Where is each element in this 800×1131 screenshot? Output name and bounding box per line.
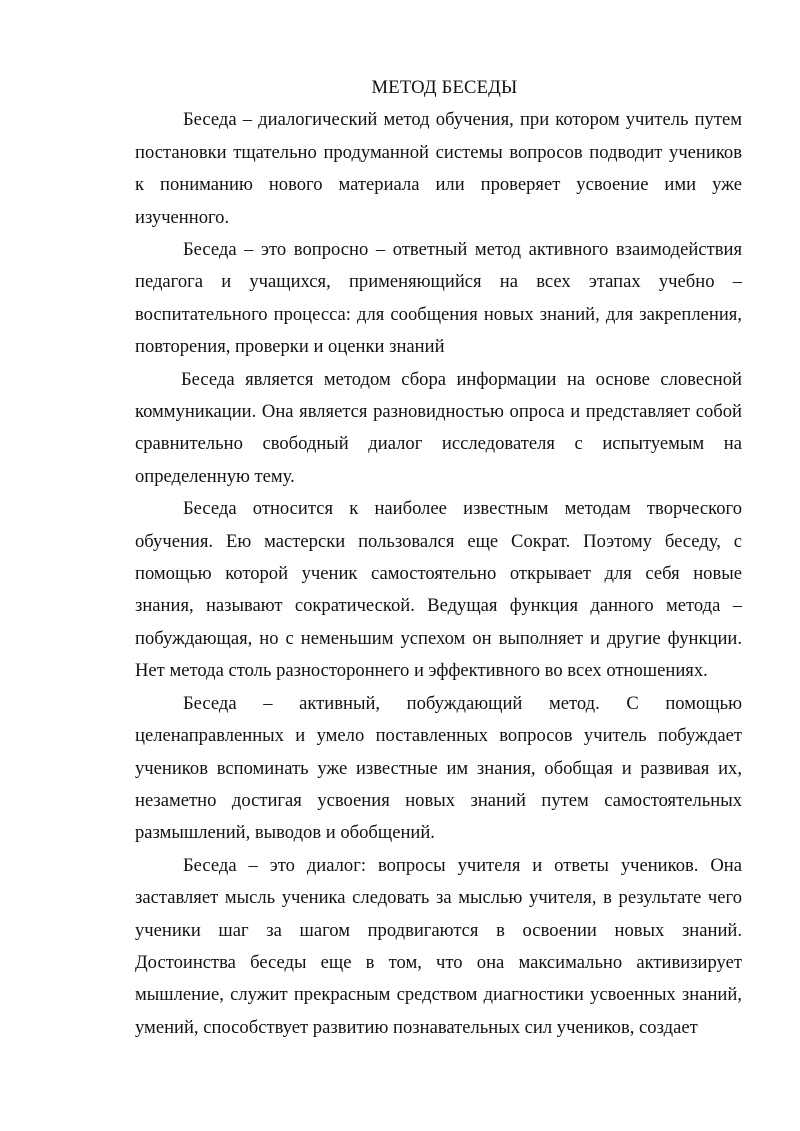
document-body <box>135 72 742 1044</box>
paragraph-definition: Беседа – диалогический метод обучения, при котором учитель путем постановки тщательно продуманной системы вопросов подводит учеников к пониманию нового материала или проверяет усвоение ими уже изученного. <box>135 109 742 228</box>
paragraph-information-gathering: Беседа является методом сбора информации на основе словесной коммуникации. Она является разновидностью опроса и представляет собой сравнительно свободный диалог исследователя с испытуемым на определенную тему. <box>135 368 742 487</box>
paragraph-socratic: Беседа относится к наиболее известным методам творческого обучения. Ею мастерски пользовался еще Сократ. Поэтому беседу, с помощью которой ученик самостоятельно открывает для себя новые знания, называют сократической. Ведущая функция данного метода – побуждающая, но с неменьшим успехом он выполняет и другие функции. Нет метода столь разностороннего и эффективного во всех отношениях. <box>135 498 742 682</box>
paragraph-dialogue: Беседа – это диалог: вопросы учителя и ответы учеников. Она заставляет мысль ученика следовать за мыслью учителя, в результате чего ученики шаг за шагом продвигаются в освоении новых знаний. Достоинства беседы еще в том, что она максимально активизирует мышление, служит прекрасным средством диагностики усвоенных знаний, умений, способствует развитию познавательных сил учеников, создает <box>135 854 742 1038</box>
paragraph-active-method: Беседа – активный, побуждающий метод. С помощью целенаправленных и умело поставленных вопросов учитель побуждает учеников вспоминать уже известные им знания, обобщая и развивая их, незаметно достигая усвоения новых знаний путем самостоятельных размышлений, выводов и обобщений. <box>135 692 742 844</box>
document-title: МЕТОД БЕСЕДЫ <box>371 77 518 98</box>
paragraph-question-answer: Беседа – это вопросно – ответный метод активного взаимодействия педагога и учащихся, применяющийся на всех этапах учебно – воспитательного процесса: для сообщения новых знаний, для закрепления, повторения, проверки и оценки знаний <box>135 239 742 358</box>
